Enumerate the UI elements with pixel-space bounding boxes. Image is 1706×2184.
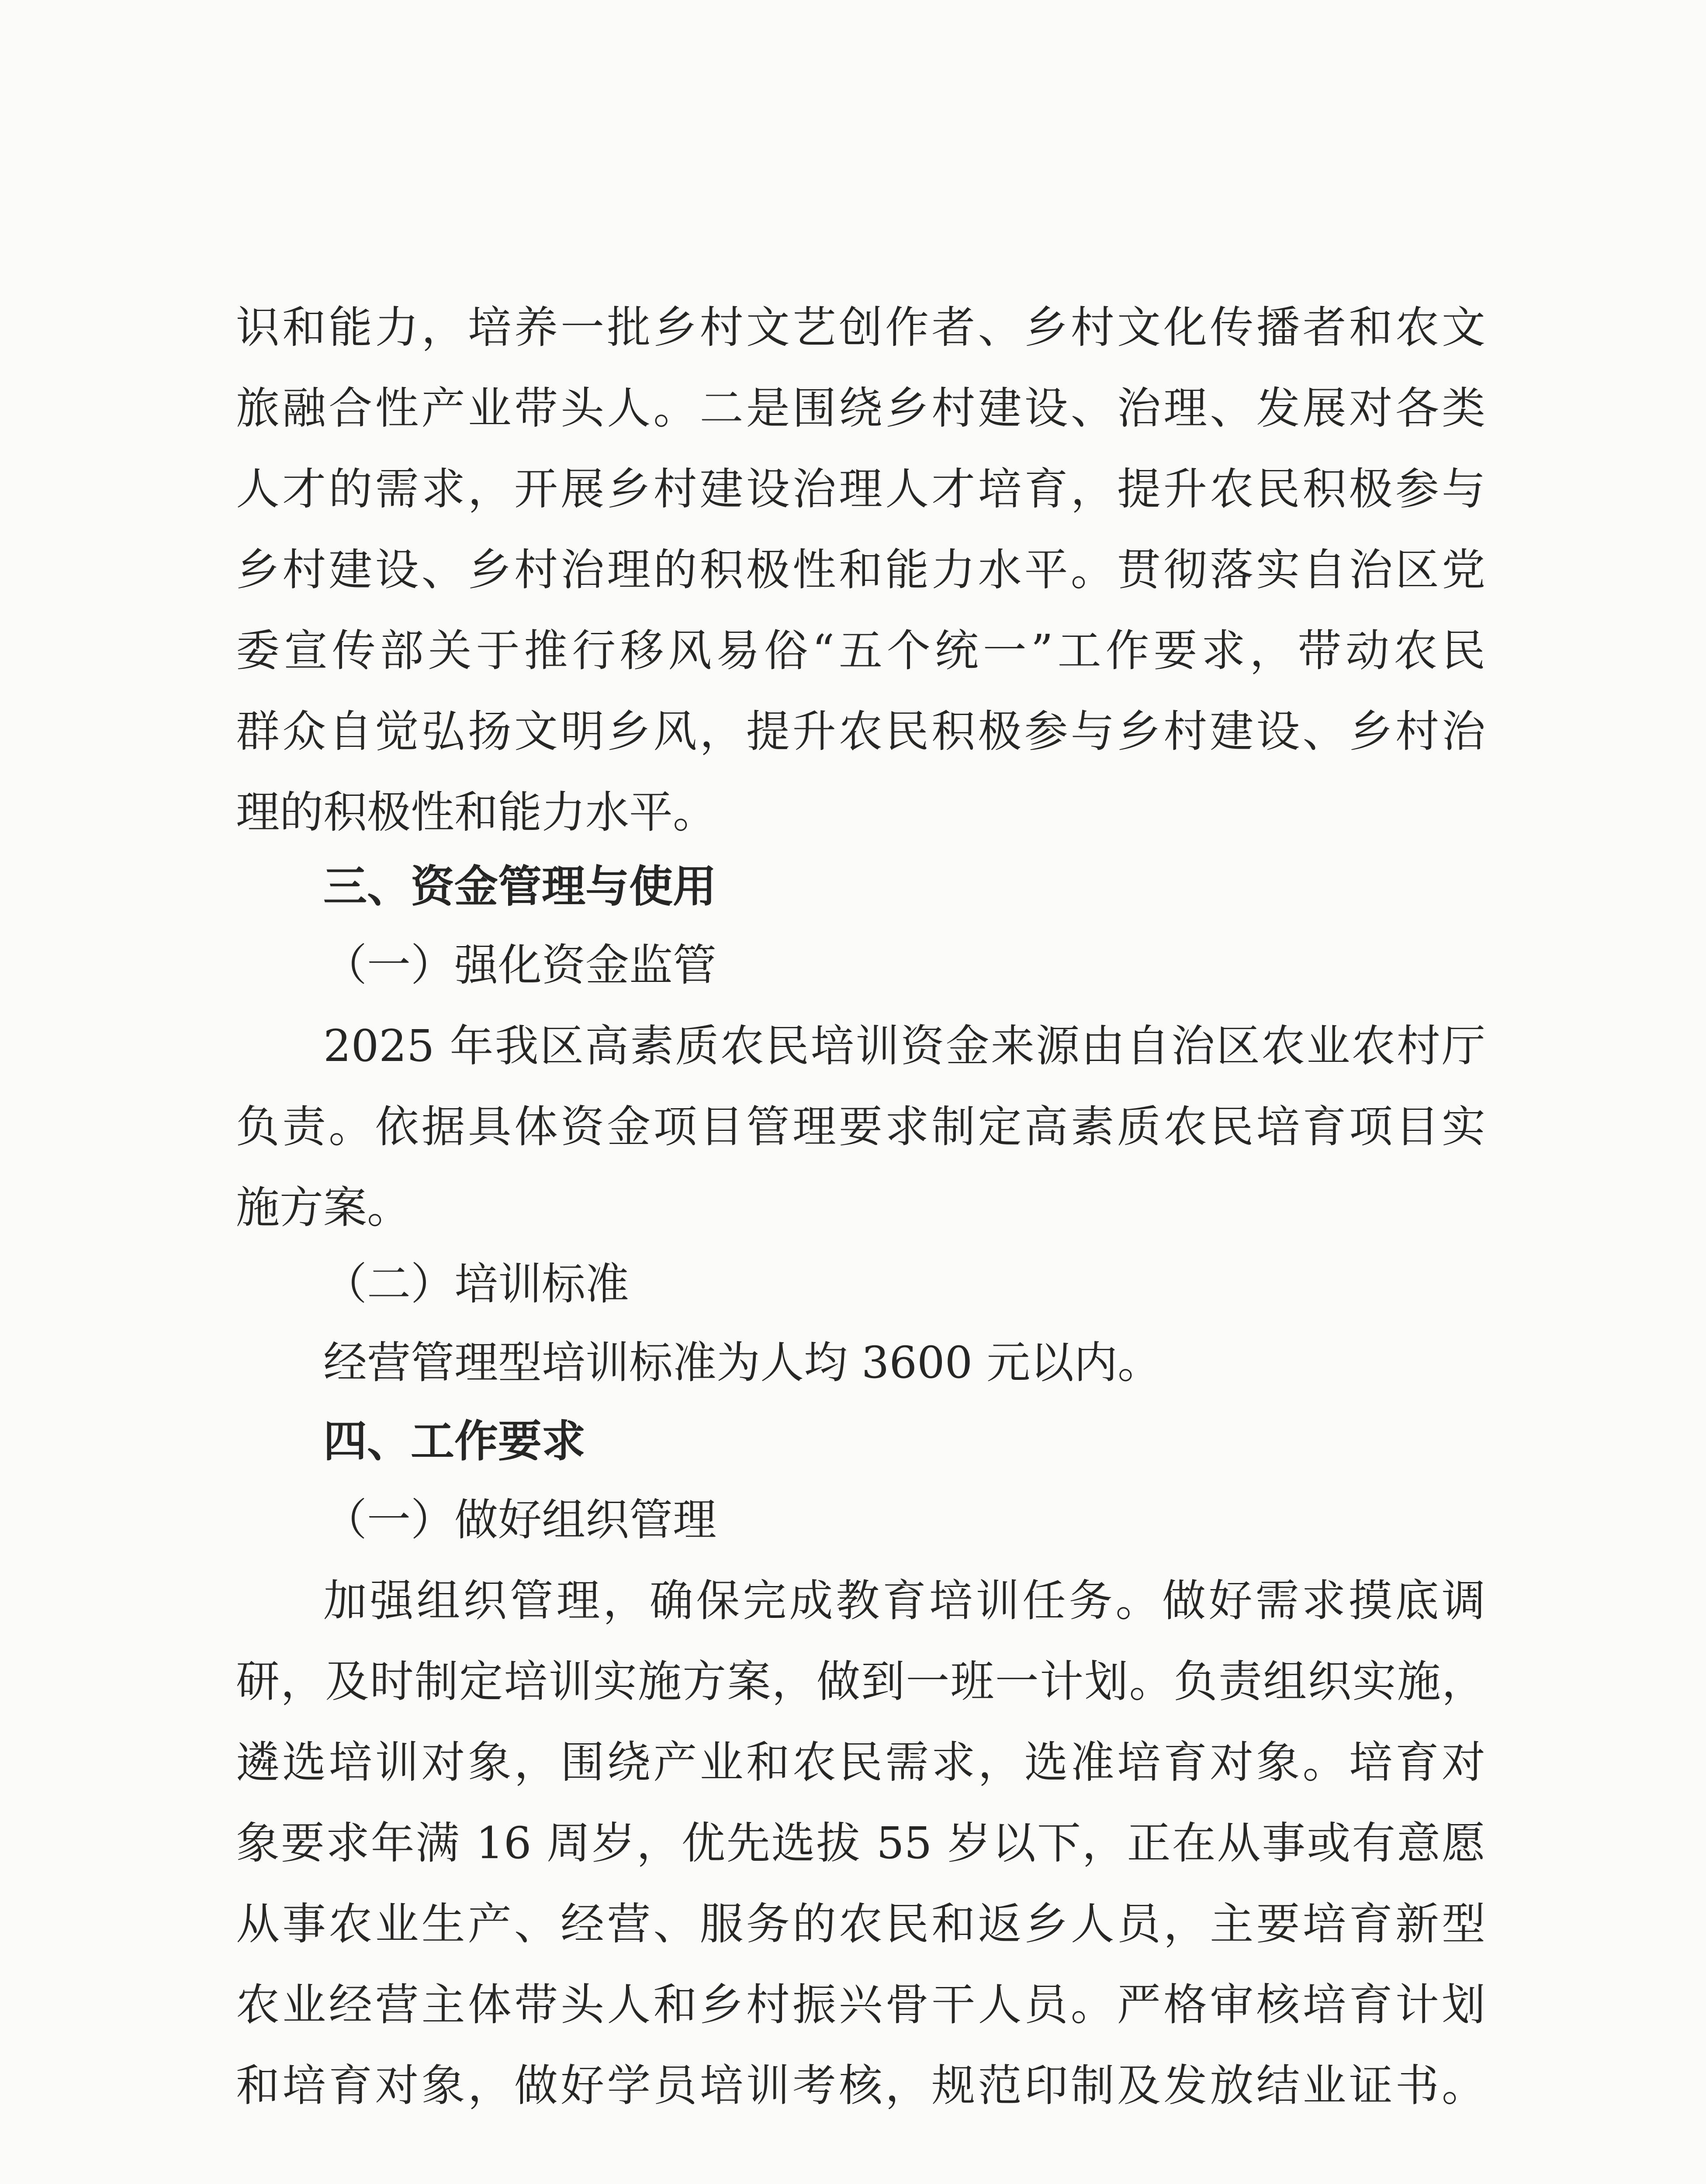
paragraph-line: 加强组织管理，确保完成教育培训任务。做好需求摸底调 (323, 1575, 1485, 1626)
subsection-heading: （二）培训标准 (323, 1258, 629, 1310)
paragraph-line: 经营管理型培训标准为人均 3600 元以内。 (323, 1337, 1162, 1388)
paragraph-line: 识和能力，培养一批乡村文艺创作者、乡村文化传播者和农文 (236, 302, 1485, 353)
paragraph-line: 遴选培训对象，围绕产业和农民需求，选准培育对象。培育对 (236, 1737, 1485, 1788)
paragraph-line: 象要求年满 16 周岁，优先选拔 55 岁以下，正在从事或有意愿 (236, 1818, 1485, 1869)
paragraph-line: 理的积极性和能力水平。 (236, 787, 716, 838)
subsection-heading: （一）强化资金监管 (323, 940, 716, 991)
paragraph-line: 农业经营主体带头人和乡村振兴骨干人员。严格审核培育计划 (236, 1979, 1485, 2030)
section-heading: 三、资金管理与使用 (323, 861, 716, 912)
paragraph-line: 人才的需求，开展乡村建设治理人才培育，提升农民积极参与 (236, 463, 1485, 515)
paragraph-line: 委宣传部关于推行移风易俗“五个统一”工作要求，带动农民 (236, 625, 1485, 676)
paragraph-line: 施方案。 (236, 1182, 411, 1233)
section-heading: 四、工作要求 (323, 1416, 585, 1467)
paragraph-line: 负责。依据具体资金项目管理要求制定高素质农民培育项目实 (236, 1101, 1485, 1152)
paragraph-line: 和培育对象，做好学员培训考核，规范印制及发放结业证书。 (236, 2060, 1485, 2111)
subsection-heading: （一）做好组织管理 (323, 1494, 716, 1545)
paragraph-line: 群众自觉弘扬文明乡风，提升农民积极参与乡村建设、乡村治 (236, 706, 1485, 757)
paragraph-line: 研，及时制定培训实施方案，做到一班一计划。负责组织实施， (236, 1656, 1485, 1707)
paragraph-line: 从事农业生产、经营、服务的农民和返乡人员，主要培育新型 (236, 1898, 1485, 1949)
paragraph-line: 乡村建设、乡村治理的积极性和能力水平。贯彻落实自治区党 (236, 544, 1485, 595)
paragraph-line: 2025 年我区高素质农民培训资金来源由自治区农业农村厅 (323, 1020, 1485, 1071)
paragraph-line: 旅融合性产业带头人。二是围绕乡村建设、治理、发展对各类 (236, 383, 1485, 434)
